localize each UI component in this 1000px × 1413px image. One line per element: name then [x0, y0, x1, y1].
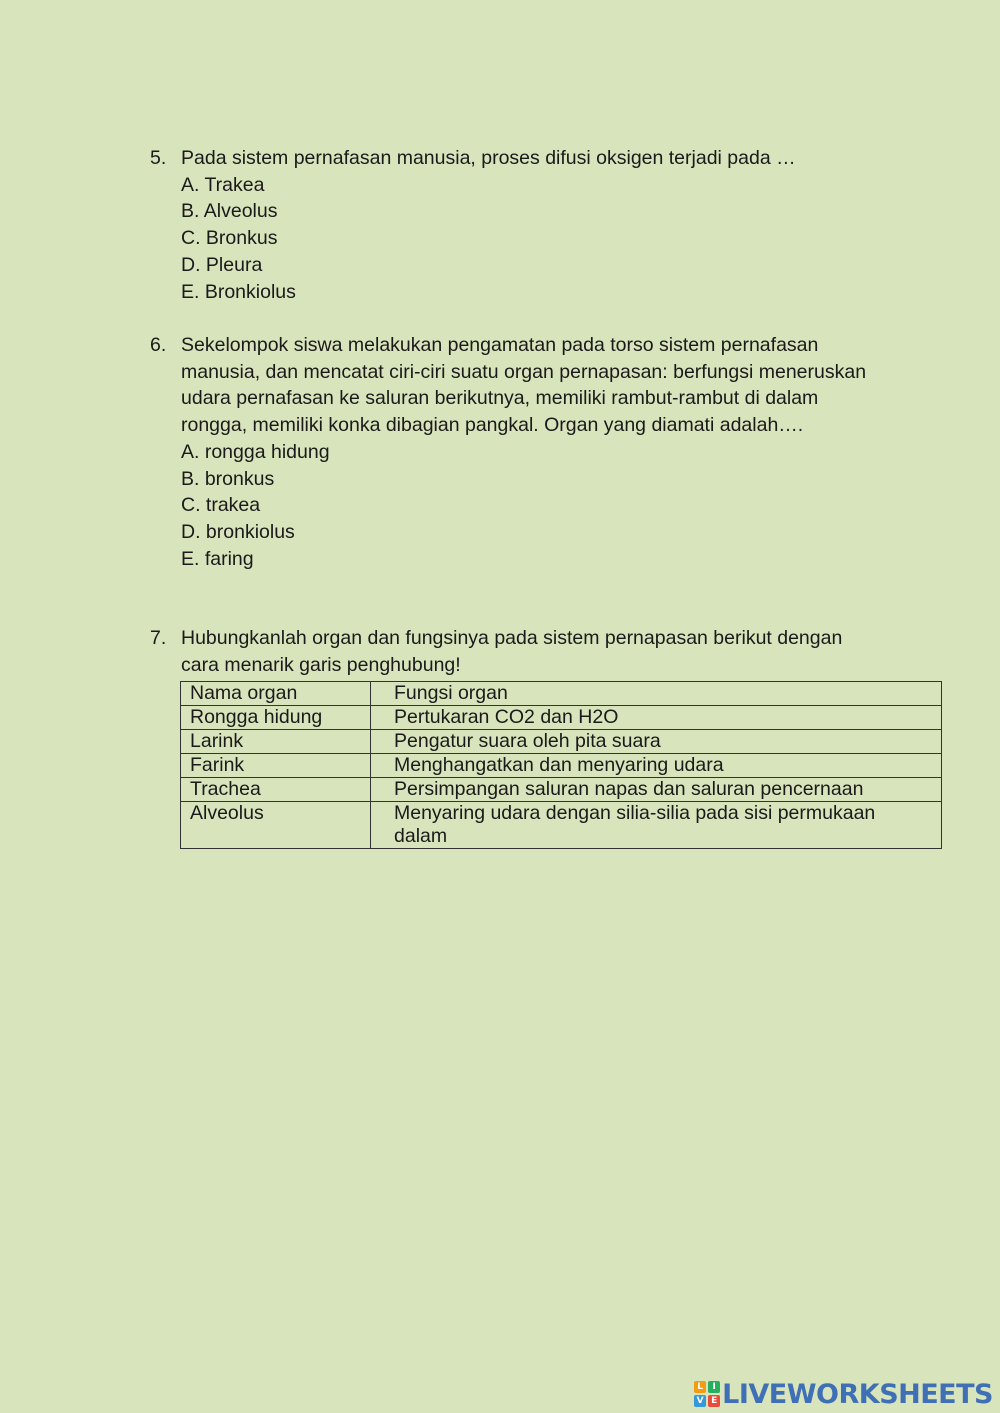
- function-cell[interactable]: Menghangatkan dan menyaring udara: [371, 754, 942, 778]
- organ-cell[interactable]: Farink: [181, 754, 371, 778]
- option-e: E. Bronkiolus: [181, 280, 296, 303]
- function-cell[interactable]: Pertukaran CO2 dan H2O: [371, 706, 942, 730]
- table-row: [181, 754, 942, 778]
- header-organ: Nama organ: [181, 682, 371, 706]
- table-header-row: [181, 682, 942, 706]
- question-text: Pada sistem pernafasan manusia, proses difusi oksigen terjadi pada …: [181, 147, 796, 169]
- table-row: [181, 706, 942, 730]
- question-text: Sekelompok siswa melakukan pengamatan pada torso sistem pernafasan manusia, dan mencatat ciri-ciri suatu organ pernapasan: berfungsi meneruskan udara pernafasan ke saluran berikutnya, memiliki rambut-rambut di dalam rongga, memiliki konka dibagian pangkal. Organ yang diamati adalah….: [181, 334, 867, 437]
- question-7: [150, 625, 950, 678]
- brand-wordmark: LIVEWORKSHEETS: [722, 1378, 993, 1410]
- question-6: [150, 332, 890, 572]
- organ-cell[interactable]: Larink: [181, 730, 371, 754]
- function-cell[interactable]: Persimpangan saluran napas dan saluran pencernaan: [371, 778, 942, 802]
- question-5: [150, 145, 950, 305]
- table-row: [181, 778, 942, 802]
- liveworksheets-logo-icon: L I V E: [694, 1381, 720, 1407]
- header-fungsi: Fungsi organ: [371, 682, 942, 706]
- option-e: E. faring: [181, 547, 254, 570]
- answer-options: [181, 172, 950, 306]
- option-b: B. Alveolus: [181, 200, 278, 223]
- option-d: D. bronkiolus: [181, 520, 295, 543]
- organ-cell[interactable]: Rongga hidung: [181, 706, 371, 730]
- answer-options: [181, 439, 890, 573]
- option-c: C. Bronkus: [181, 227, 278, 250]
- organ-function-table: [180, 681, 942, 849]
- question-number: 5.: [150, 147, 167, 169]
- question-number: 7.: [150, 627, 167, 649]
- question-number: 6.: [150, 334, 167, 356]
- table-row: [181, 730, 942, 754]
- option-a: A. rongga hidung: [181, 440, 330, 463]
- option-b: B. bronkus: [181, 467, 275, 490]
- organ-cell[interactable]: Alveolus: [181, 802, 371, 849]
- function-cell[interactable]: Pengatur suara oleh pita suara: [371, 730, 942, 754]
- question-text: Hubungkanlah organ dan fungsinya pada sistem pernapasan berikut dengan cara menarik garis penghubung!: [181, 627, 843, 676]
- table-row: [181, 802, 942, 849]
- option-a: A. Trakea: [181, 173, 265, 196]
- function-cell[interactable]: Menyaring udara dengan silia-silia pada sisi permukaan dalam: [371, 802, 942, 849]
- liveworksheets-brand[interactable]: [694, 1376, 993, 1412]
- option-c: C. trakea: [181, 494, 261, 517]
- organ-cell[interactable]: Trachea: [181, 778, 371, 802]
- option-d: D. Pleura: [181, 253, 263, 276]
